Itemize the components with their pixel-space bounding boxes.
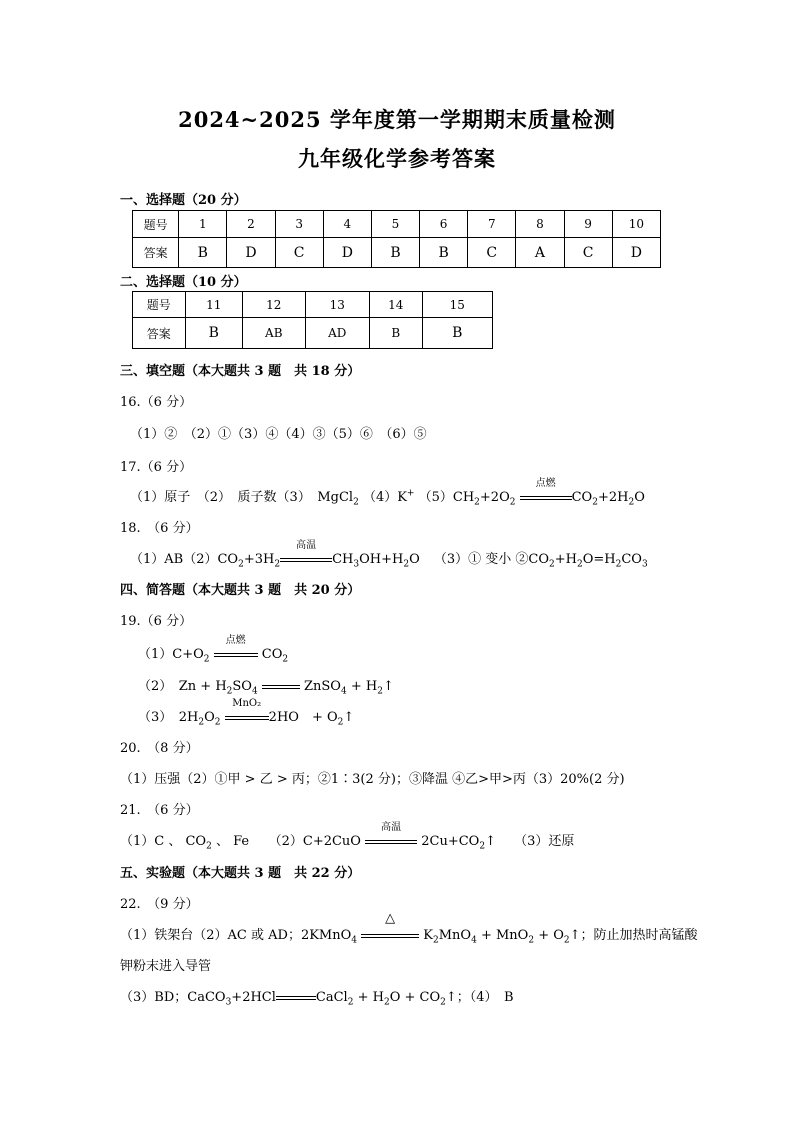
q17-sub: 2 [474, 497, 480, 508]
row-label-answer: 答案 [133, 318, 186, 349]
question-number: 11 [185, 292, 243, 318]
q21-part-c: （3）还原 [514, 834, 575, 849]
question-22-line-2: 钾粉末进入导管 [120, 959, 212, 974]
q22-l3-a: （3）BD；CaCO [120, 990, 226, 1005]
answer-cell: C [468, 238, 516, 268]
question-number: 2 [227, 211, 275, 238]
question-19-number: 19.（6 分） [120, 614, 193, 629]
question-16-answer: （1）② （2）①（3）④（4）③（5）⑥ （6）⑤ [130, 427, 427, 442]
question-number: 10 [612, 211, 660, 238]
answer-cell: D [323, 238, 371, 268]
row-label-question: 题号 [133, 292, 186, 318]
answer-cell: B [370, 318, 423, 349]
q19-l2-d: + H [350, 679, 378, 694]
answer-cell: B [185, 318, 243, 349]
answer-cell: C [275, 238, 323, 268]
reaction-arrow [365, 822, 417, 849]
answer-cell: D [227, 238, 275, 268]
question-number: 5 [371, 211, 419, 238]
question-number: 3 [275, 211, 323, 238]
reaction-arrow [361, 911, 419, 943]
reaction-condition: 高温 [296, 540, 317, 551]
q18-eq-right: CH [332, 552, 354, 567]
q17-sub: 2 [592, 497, 598, 508]
question-number: 12 [243, 292, 305, 318]
reaction-arrow [214, 635, 258, 662]
question-19-line-3: （3） $2H_2O_2$ MnO₂ 2HO + $O_2↑$ [138, 698, 355, 728]
q18-part-a: （1）AB（2）CO [130, 552, 239, 567]
q22-l1-d: + MnO [480, 928, 529, 943]
q17-sub: 2 [353, 497, 359, 508]
q22-l1-c: MnO [438, 928, 472, 943]
question-21-answer: （1）C 、 $CO_2$ 、 Fe （2）C+2CuO 高温 $2Cu+CO_2↑$ （3）还原 [120, 822, 575, 852]
q22-l3-c: CaCl [315, 990, 348, 1005]
question-17-answer [130, 478, 645, 508]
q22-l3-e: O + CO [389, 990, 441, 1005]
reaction-arrow [276, 990, 316, 1005]
q17-eq-right-end: O [634, 490, 645, 505]
q17-eq-right: CO [571, 490, 593, 505]
answer-cell: B [422, 318, 492, 349]
question-22-line-1: （1）铁架台（2）AC 或 AD；2KMnO$_4$ △ $K_2MnO_4 + MnO_2$ + $O_2↑$；防止加热时高锰酸 [120, 911, 698, 946]
question-21-number: 21. （6 分） [120, 803, 199, 818]
q19-l2-c: ZnSO [304, 679, 341, 694]
q18-part-a-mid: +3H [243, 552, 275, 567]
answer-cell: A [516, 238, 564, 268]
question-18-number: 18. （6 分） [120, 521, 199, 536]
reaction-condition: 点燃 [535, 478, 556, 489]
question-17-number: 17.（6 分） [120, 460, 193, 475]
q18-eq-right-rest: OH+H [359, 552, 404, 567]
reaction-condition: MnO₂ [232, 698, 262, 709]
q18-part-b-mid3: CO [621, 552, 642, 567]
question-22-number: 22. （9 分） [120, 897, 199, 912]
answer-table-1 [132, 210, 661, 268]
answer-cell: C [564, 238, 612, 268]
table-row-answers [133, 318, 493, 349]
question-16-number: 16.（6 分） [120, 395, 193, 410]
q21-eq-end: ↑ [485, 834, 496, 849]
reaction-condition: 高温 [381, 822, 402, 833]
reaction-condition: △ [385, 911, 396, 926]
answer-cell: AD [305, 318, 369, 349]
q22-l1-a: （1）铁架台（2）AC 或 AD；2KMnO [120, 928, 352, 943]
answer-table-2 [132, 291, 493, 349]
section-2-heading: 二、选择题（10 分） [120, 275, 247, 290]
page-title: 2024~2025 学年度第一学期期末质量检测 [178, 107, 616, 132]
question-19-line-1: $(1)C+O_2$ 点燃 $CO_2$ [138, 635, 289, 665]
section-1-heading: 一、选择题（20 分） [120, 193, 247, 208]
answer-cell: D [612, 238, 660, 268]
q18-part-b-mid2: O=H [582, 552, 616, 567]
q19-l3-b: O [204, 710, 215, 725]
question-number: 8 [516, 211, 564, 238]
question-20-number: 20. （8 分） [120, 741, 199, 756]
question-18-answer: $(1)AB(2)CO_2+3H_2$ 高温 $CH_3OH+H_2O$ （3）① 变小 $②CO_2+H_2O=H_2CO_3$ [130, 540, 648, 570]
q22-l3-b: +2HCl [231, 990, 276, 1005]
q22-l1-b: K [423, 928, 434, 943]
q19-l3-c: 2H [268, 710, 289, 725]
table-row-questions [133, 211, 661, 238]
q17-part-b: （4）K [362, 490, 407, 505]
reaction-condition: 点燃 [225, 635, 246, 646]
question-number: 14 [370, 292, 423, 318]
question-number: 13 [305, 292, 369, 318]
table-row-questions [133, 292, 493, 318]
question-number: 1 [179, 211, 227, 238]
section-4-heading: 四、简答题（本大题共 3 题 共 20 分） [120, 583, 361, 598]
question-number: 4 [323, 211, 371, 238]
q19-l1-b: CO [261, 647, 283, 662]
q17-eq-right-rest: +2H [597, 490, 629, 505]
answer-cell: B [179, 238, 227, 268]
q21-part-b: 、 Fe （2）C+2CuO [215, 834, 361, 849]
question-number: 15 [422, 292, 492, 318]
q21-eq-right: 2Cu+CO [421, 834, 480, 849]
q17-sup: + [406, 488, 415, 499]
q19-l2-b: SO [232, 679, 252, 694]
q19-l3-e: ↑ [343, 710, 355, 725]
q21-part-a: （1）C 、 CO [120, 834, 207, 849]
question-number: 7 [468, 211, 516, 238]
reaction-arrow [280, 540, 332, 567]
row-label-question: 题号 [133, 211, 179, 238]
page-subtitle: 九年级化学参考答案 [298, 146, 496, 171]
answer-cell: AB [243, 318, 305, 349]
q22-l3-f: ↑；（4） B [445, 990, 514, 1005]
answer-cell: B [371, 238, 419, 268]
q22-l3-d: + H [357, 990, 384, 1005]
answer-cell: B [420, 238, 468, 268]
q17-sub: 2 [628, 497, 635, 508]
q19-l2-a: （2） Zn + H [138, 679, 227, 694]
q18-part-b-mid: +H [554, 552, 577, 567]
question-19-line-2: （2） $Zn + H_2SO_4$ ZnSO$_4$ + $H_2↑$ [138, 679, 394, 697]
table-row-answers [133, 238, 661, 268]
question-20-answer: （1）压强（2）①甲 > 乙 > 丙；②1∶3(2 分)；③降温 ④乙>甲>丙（3）20%(2 分) [120, 772, 625, 787]
q17-part-c: （5）CH [418, 490, 475, 505]
q19-l1-a: （1）C+O [138, 647, 204, 662]
q17-part-a: （1）原子 （2） 质子数（3） MgCl [130, 490, 354, 505]
section-3-heading: 三、填空题（本大题共 3 题 共 18 分） [120, 364, 361, 379]
q18-eq-right-end: O [409, 552, 420, 567]
q18-part-b: （3）① 变小 ②CO [433, 552, 550, 567]
reaction-arrow [520, 478, 572, 505]
section-5-heading: 五、实验题（本大题共 3 题 共 22 分） [120, 866, 361, 881]
question-number: 6 [420, 211, 468, 238]
row-label-answer: 答案 [133, 238, 179, 268]
q22-l1-e: + O [538, 928, 564, 943]
q17-sub: 2 [509, 497, 516, 508]
q19-l2-e: ↑ [382, 679, 394, 694]
q19-l3-a: （3） 2H [138, 710, 199, 725]
question-number: 9 [564, 211, 612, 238]
reaction-arrow [262, 679, 300, 694]
q22-l1-f: ↑；防止加热时高锰酸 [569, 928, 698, 943]
q19-l3-d: O + O [288, 710, 338, 725]
question-22-line-3: （3）BD；CaCO$_3$+2HCl CaCl$_2$ + $H_2O$ + $CO_2↑$；（4） B [120, 990, 514, 1008]
q17-eq-left: +2O [479, 490, 510, 505]
reaction-arrow [225, 698, 269, 725]
